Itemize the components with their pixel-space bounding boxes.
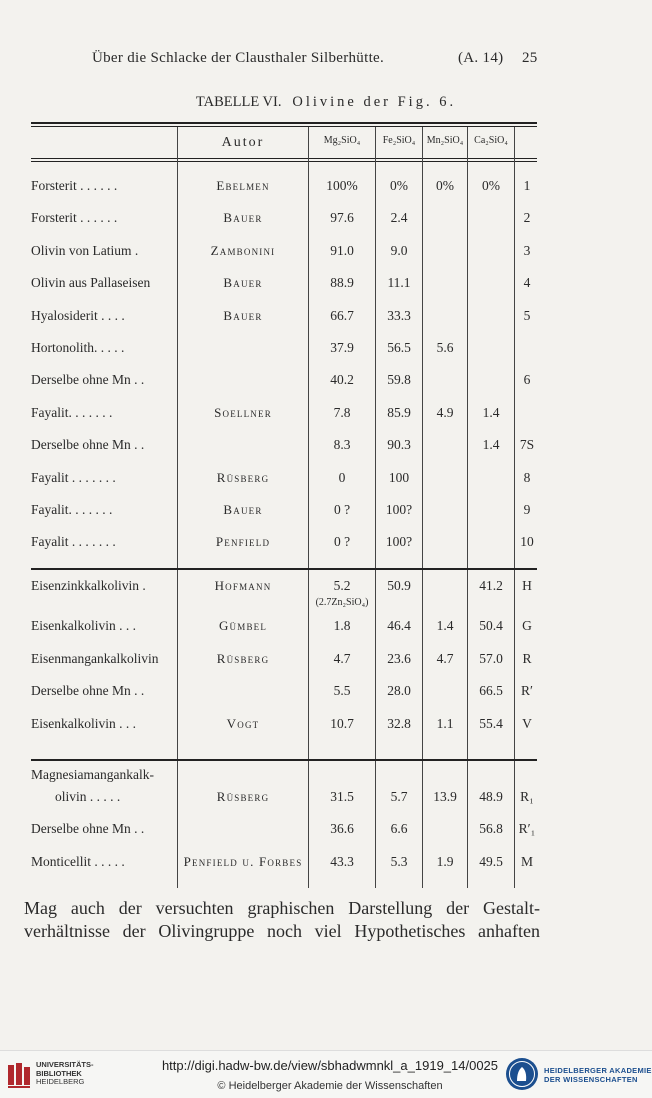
value-mg2sio4: 37.9 <box>330 340 354 355</box>
mineral-name: Eisenmangankalkolivin <box>31 650 159 666</box>
value-ca2sio4: 66.5 <box>479 683 503 699</box>
mineral-name: Forsterit . . . . . . <box>31 178 118 193</box>
reference-number: 3 <box>523 242 531 258</box>
value-mg2sio4: 43.3 <box>330 853 354 869</box>
value-mg2sio4: 100% <box>326 178 358 193</box>
mineral-name: Forsterit . . . . . . <box>31 210 118 226</box>
value-fe2sio4: 11.1 <box>387 275 411 291</box>
author-name: Bauer <box>223 210 263 226</box>
mineral-name: Eisenkalkolivin . . . <box>31 715 136 731</box>
value-mn2sio4: 4.9 <box>436 404 454 420</box>
value-fe2sio4: 6.6 <box>390 821 408 837</box>
value-fe2sio4: 56.5 <box>387 340 411 355</box>
value-fe2sio4: 90.3 <box>387 437 411 453</box>
header-rule-thin <box>31 161 537 162</box>
mineral-name: Derselbe ohne Mn . . <box>31 821 145 837</box>
table-row <box>0 178 652 200</box>
value-mg2sio4: 91.0 <box>330 242 354 258</box>
mineral-name: Fayalit. . . . . . . <box>31 502 113 517</box>
academy-line-2: DER WISSENSCHAFTEN <box>544 1075 638 1084</box>
table-row <box>0 767 652 804</box>
mineral-name: Olivin aus Pallaseisen <box>31 275 151 291</box>
mineral-name: Derselbe ohne Mn . . <box>31 372 145 388</box>
value-fe2sio4: 59.8 <box>387 372 411 388</box>
value-fe2sio4: 5.3 <box>390 853 408 869</box>
value-fe2sio4: 100? <box>385 502 413 517</box>
value-fe2sio4: 33.3 <box>387 307 411 323</box>
value-note: (2.7Zn₂SiO₄) <box>315 597 369 608</box>
value-ca2sio4: 0% <box>482 178 500 193</box>
value-ca2sio4: 49.5 <box>479 853 503 869</box>
author-name: Penfield u. Forbes <box>183 853 303 869</box>
column-header-ca: Ca₂SiO₄ <box>474 135 508 146</box>
table-caption-title: Olivine der Fig. 6. <box>292 94 457 110</box>
value-mn2sio4: 0% <box>436 178 454 193</box>
table-row <box>0 854 652 876</box>
table-row <box>0 534 652 556</box>
value-ca2sio4: 56.8 <box>479 821 503 837</box>
value-fe2sio4: 100 <box>388 469 410 485</box>
value-mn2sio4: 4.7 <box>436 650 454 666</box>
body-text-line-1: Mag auch der versuchten graphischen Darstellung der Gestalt- <box>24 898 540 918</box>
author-name: Gümbel <box>218 618 268 634</box>
mineral-name: Magnesiamangankalk- <box>31 767 154 782</box>
body-text-line-2: verhältnisse der Olivingruppe noch viel Hypothetisches anhaften <box>24 921 540 941</box>
source-url-link[interactable]: http://digi.hadw-bw.de/view/sbhadwmnkl_a_1919_14/0025 <box>161 1058 499 1073</box>
table-row <box>0 618 652 640</box>
reference-number: 2 <box>523 210 531 226</box>
reference-number: V <box>522 715 532 731</box>
author-name: Soellner <box>214 404 272 420</box>
mineral-name: Olivin von Latium . <box>31 242 139 258</box>
footer-bar <box>0 1050 652 1098</box>
value-ca2sio4: 48.9 <box>479 789 503 804</box>
value-mg2sio4: 0 <box>338 469 346 485</box>
table-row <box>0 470 652 492</box>
reference-number: R′ <box>521 683 533 699</box>
column-header-autor: Autor <box>221 135 265 150</box>
mineral-name: Eisenkalkolivin . . . <box>31 618 136 634</box>
running-header-title: Über die Schlacke der Clausthaler Silberhütte. <box>92 50 385 66</box>
reference-number: 10 <box>520 534 534 550</box>
author-name: Bauer <box>223 275 263 291</box>
reference-number: R₁ <box>520 789 534 804</box>
table-row <box>0 340 652 362</box>
table-row <box>0 716 652 738</box>
reference-number: 5 <box>523 307 531 323</box>
value-fe2sio4: 23.6 <box>387 650 411 666</box>
reference-number: 8 <box>523 469 531 485</box>
table-top-rule-thin <box>31 126 537 127</box>
academy-logo-text <box>544 1066 652 1084</box>
table-row <box>0 578 652 608</box>
value-fe2sio4: 5.7 <box>390 789 408 804</box>
mineral-name: Hyalosiderit . . . . <box>31 307 125 323</box>
mineral-name: Monticellit . . . . . <box>31 853 125 869</box>
running-header-ref: (A. 14) <box>458 50 504 66</box>
value-mg2sio4: 10.7 <box>330 715 354 731</box>
mineral-name: Fayalit . . . . . . . <box>31 469 116 485</box>
table-top-rule <box>31 122 537 124</box>
reference-number: R′₁ <box>518 821 536 837</box>
value-mg2sio4: 1.8 <box>333 618 351 634</box>
value-mg2sio4: 5.2 <box>333 578 351 593</box>
mineral-name: Derselbe ohne Mn . . <box>31 683 145 699</box>
value-mg2sio4: 5.5 <box>333 683 351 699</box>
value-mn2sio4: 13.9 <box>433 789 457 804</box>
author-name: Zambonini <box>210 242 276 258</box>
value-mg2sio4: 40.2 <box>330 372 354 388</box>
table-row <box>0 502 652 524</box>
author-name: Rüsberg <box>216 789 270 804</box>
column-header-mn: Mn₂SiO₄ <box>426 135 464 146</box>
author-name: Penfield <box>215 534 271 550</box>
mineral-name: Hortonolith. . . . . <box>31 340 125 355</box>
author-name: Hofmann <box>214 578 272 593</box>
reference-number: 7S <box>519 437 535 453</box>
header-rule <box>31 158 537 159</box>
reference-number: 4 <box>523 275 531 291</box>
table-row <box>0 821 652 843</box>
table-row <box>0 651 652 673</box>
author-name: Bauer <box>223 307 263 323</box>
value-mg2sio4: 97.6 <box>330 210 354 226</box>
value-ca2sio4: 41.2 <box>479 578 503 593</box>
author-name: Bauer <box>223 502 263 517</box>
value-fe2sio4: 46.4 <box>387 618 411 634</box>
value-ca2sio4: 50.4 <box>479 618 503 634</box>
library-logo-icon <box>6 1061 32 1089</box>
value-fe2sio4: 85.9 <box>387 404 411 420</box>
value-fe2sio4: 100? <box>385 534 413 550</box>
table-row <box>0 405 652 427</box>
value-mg2sio4: 88.9 <box>330 275 354 291</box>
copyright-text: © Heidelberger Akademie der Wissenschaften <box>217 1080 443 1092</box>
library-line-2: BIBLIOTHEK <box>36 1068 82 1078</box>
value-ca2sio4: 1.4 <box>482 404 500 420</box>
table-caption <box>0 94 652 111</box>
value-ca2sio4: 57.0 <box>479 650 503 666</box>
author-name: Rüsberg <box>216 469 270 485</box>
value-mg2sio4: 0 ? <box>333 502 351 517</box>
academy-seal-icon <box>505 1057 539 1091</box>
value-mg2sio4: 7.8 <box>333 404 351 420</box>
value-mg2sio4: 66.7 <box>330 307 354 323</box>
group-rule <box>31 759 537 761</box>
value-fe2sio4: 28.0 <box>387 683 411 699</box>
mineral-name: Eisenzinkkalkolivin . <box>31 578 146 593</box>
value-mg2sio4: 31.5 <box>330 789 354 804</box>
library-line-3: HEIDELBERG <box>36 1077 85 1086</box>
author-name: Ebelmen <box>216 178 270 193</box>
author-name: Rüsberg <box>216 650 270 666</box>
library-logo-text <box>36 1061 94 1087</box>
reference-number: H <box>522 578 532 593</box>
table-row <box>0 275 652 297</box>
table-row <box>0 683 652 705</box>
value-ca2sio4: 1.4 <box>482 437 500 453</box>
column-header-fe: Fe₂SiO₄ <box>382 135 416 146</box>
table-row <box>0 308 652 330</box>
column-header-mg: Mg₂SiO₄ <box>323 135 361 146</box>
mineral-name-cont: olivin . . . . . <box>55 789 121 804</box>
value-mn2sio4: 5.6 <box>436 340 454 355</box>
table-row <box>0 243 652 265</box>
table-row <box>0 210 652 232</box>
value-fe2sio4: 0% <box>390 178 408 193</box>
reference-number: G <box>522 618 532 634</box>
table-caption-prefix: TABELLE VI. <box>195 94 282 110</box>
academy-line-1: HEIDELBERGER AKADEMIE <box>544 1066 652 1075</box>
table-row <box>0 372 652 394</box>
value-mn2sio4: 1.4 <box>436 618 454 634</box>
reference-number: M <box>520 853 533 869</box>
value-mg2sio4: 0 ? <box>333 534 351 550</box>
group-rule <box>31 568 537 570</box>
mineral-name: Fayalit. . . . . . . <box>31 404 113 420</box>
value-fe2sio4: 2.4 <box>390 210 408 226</box>
value-fe2sio4: 32.8 <box>387 715 411 731</box>
reference-number: R <box>522 650 532 666</box>
reference-number: 6 <box>523 372 531 388</box>
value-mg2sio4: 4.7 <box>333 650 351 666</box>
value-ca2sio4: 55.4 <box>479 715 503 731</box>
value-fe2sio4: 9.0 <box>390 242 408 258</box>
reference-number: 1 <box>523 178 531 193</box>
library-line-1: UNIVERSITÄTS- <box>36 1060 94 1069</box>
page-number: 25 <box>522 50 538 66</box>
mineral-name: Fayalit . . . . . . . <box>31 534 116 550</box>
reference-number: 9 <box>523 502 531 517</box>
value-mg2sio4: 36.6 <box>330 821 354 837</box>
value-mn2sio4: 1.9 <box>436 853 454 869</box>
mineral-name: Derselbe ohne Mn . . <box>31 437 145 453</box>
value-mn2sio4: 1.1 <box>436 715 454 731</box>
value-fe2sio4: 50.9 <box>387 578 411 593</box>
value-mg2sio4: 8.3 <box>333 437 351 453</box>
author-name: Vogt <box>226 715 260 731</box>
table-row <box>0 437 652 459</box>
